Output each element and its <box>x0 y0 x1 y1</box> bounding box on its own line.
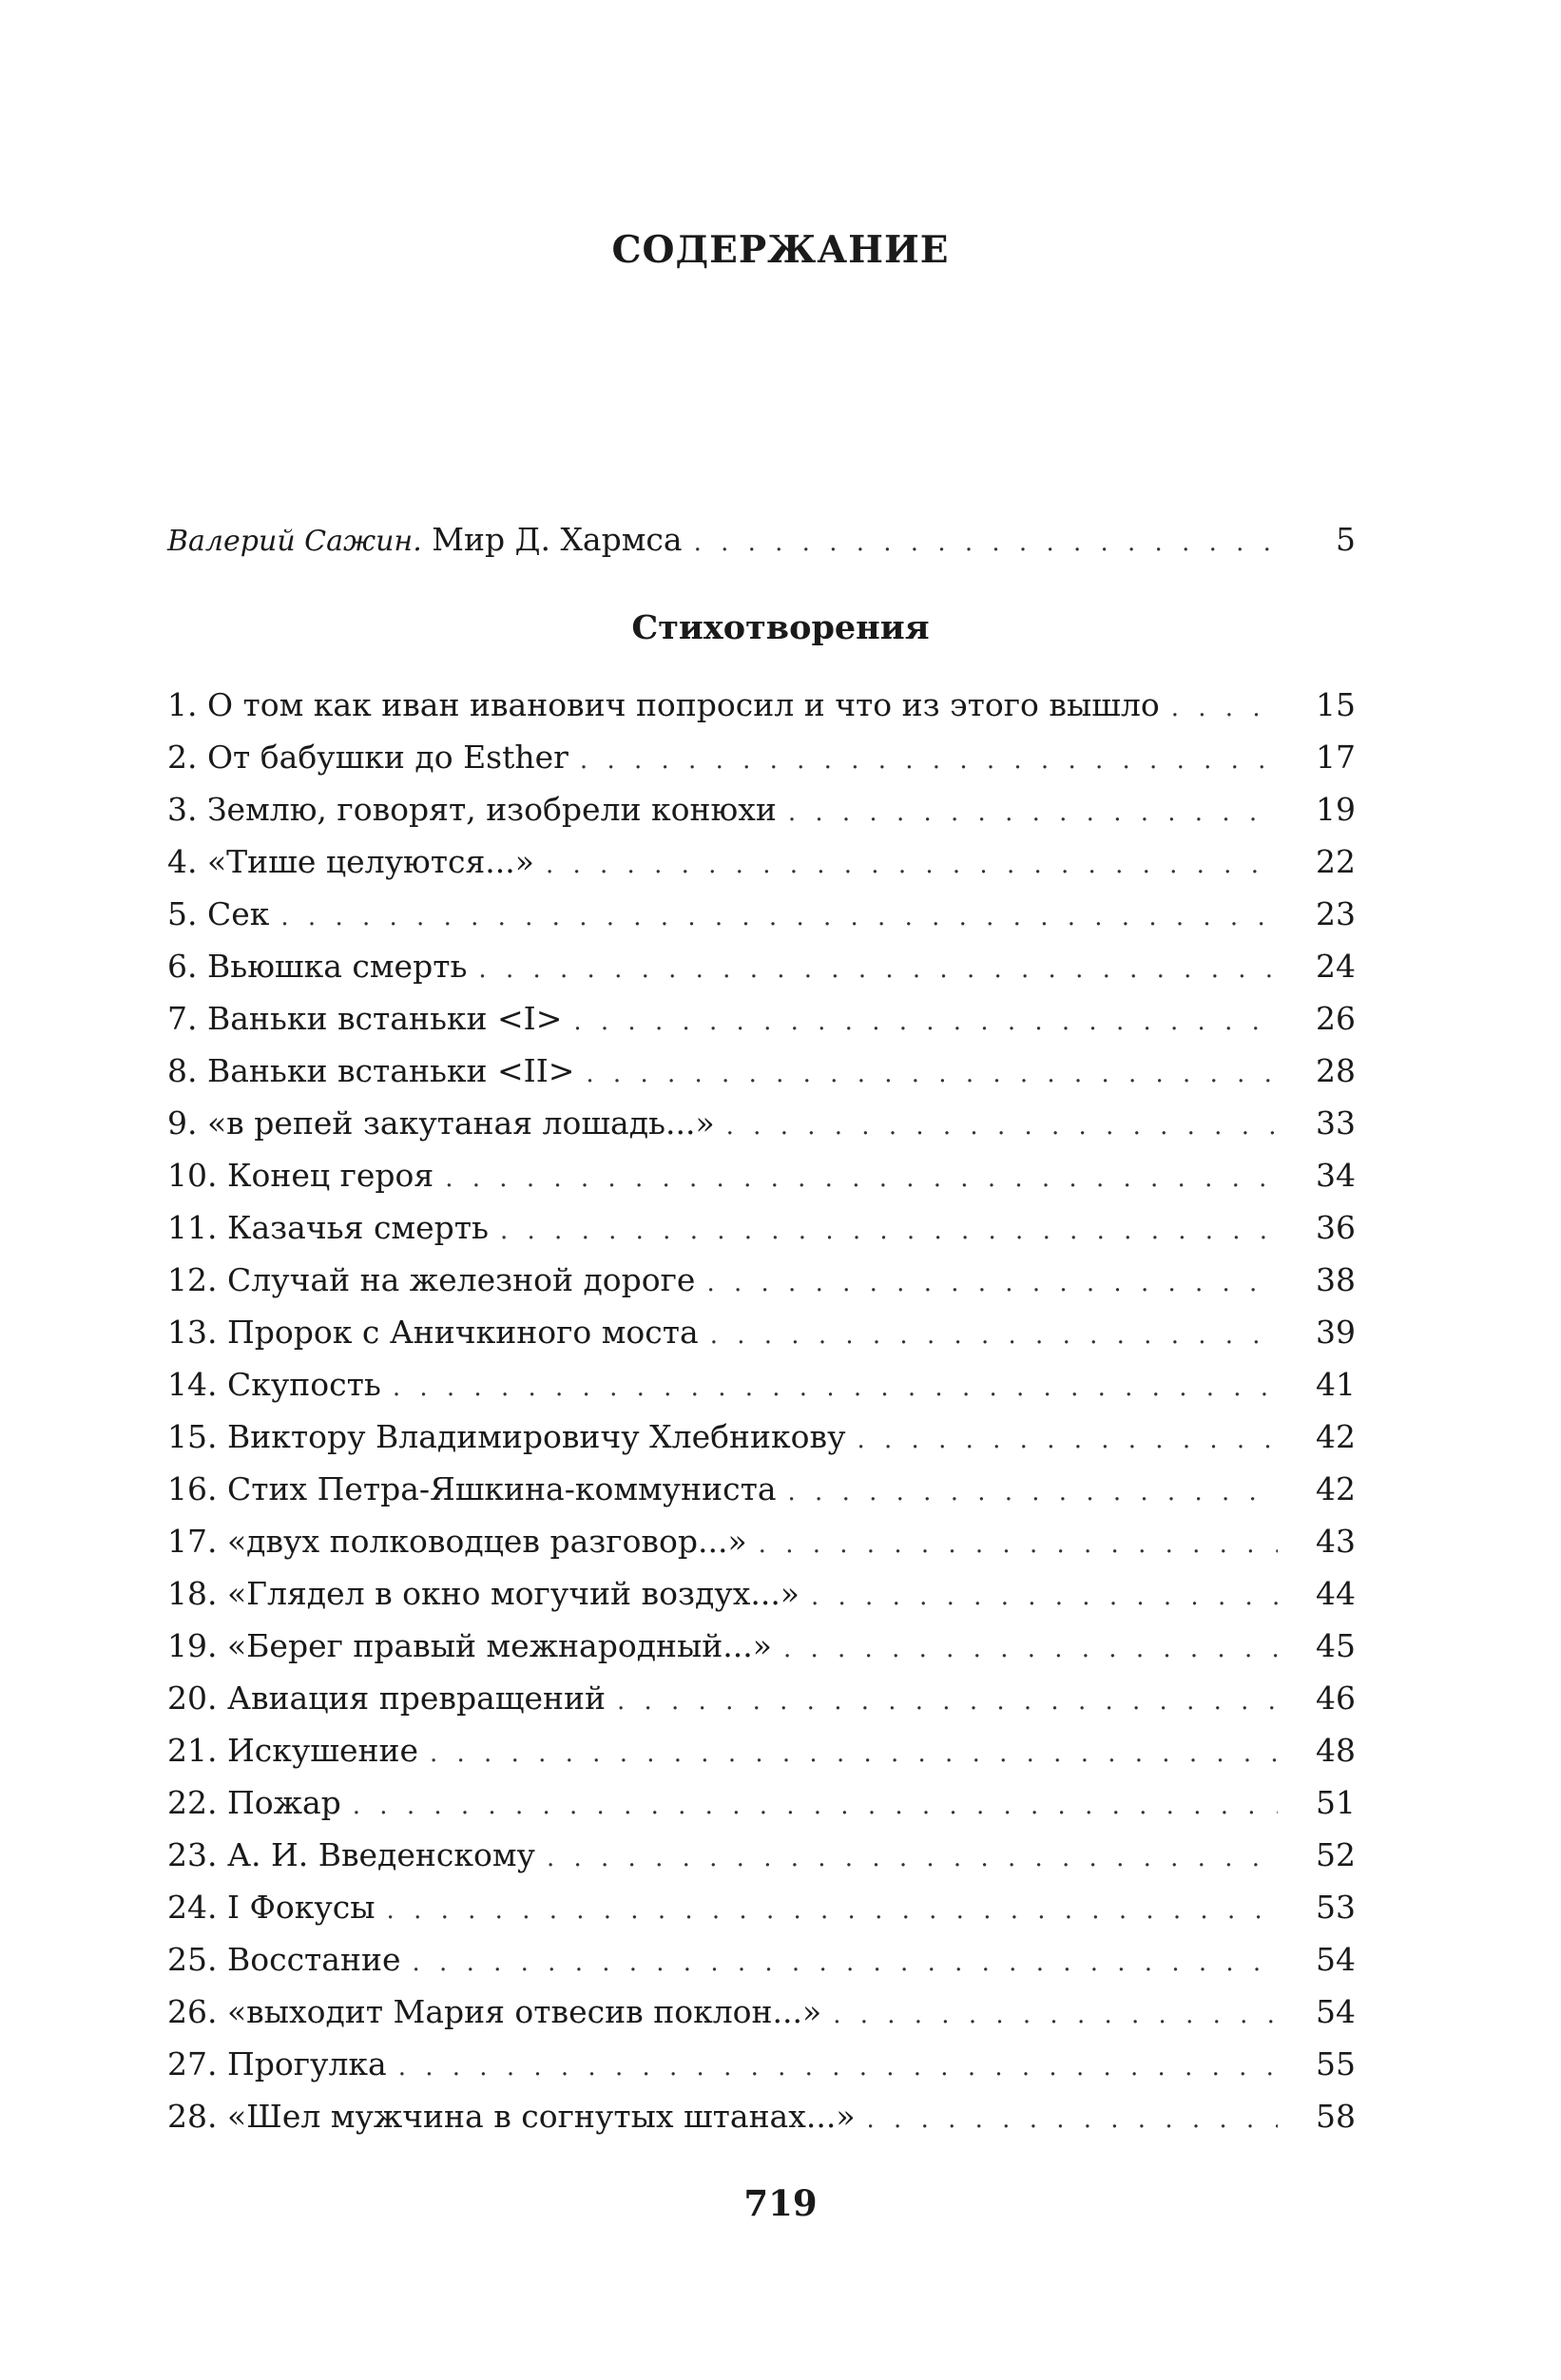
toc-entry <box>167 888 1356 940</box>
leader-dots <box>353 1780 1278 1833</box>
toc-entry <box>167 679 1356 731</box>
toc-entry <box>167 1881 1356 1933</box>
toc-entry <box>167 1306 1356 1358</box>
toc-entry-title: 16. Стих Петра-Яшкина-коммуниста <box>167 1470 777 1507</box>
toc-entry-page: 28 <box>1316 1052 1356 1089</box>
toc-entry-title: 10. Конец героя <box>167 1157 434 1194</box>
toc-entry-title: 13. Пророк с Аничкиного моста <box>167 1314 699 1351</box>
toc-entry <box>167 731 1356 783</box>
section-heading: Стихотворения <box>631 608 930 647</box>
toc-entry <box>167 1986 1356 2038</box>
leader-dots <box>710 1310 1278 1362</box>
leader-dots <box>573 996 1278 1048</box>
toc-entry-page: 58 <box>1316 2098 1356 2135</box>
toc-entry-page: 5 <box>1336 521 1356 558</box>
toc-entry-title: 1. О том как иван иванович попросил и что из этого вышло <box>167 686 1160 723</box>
leader-dots <box>788 787 1278 839</box>
toc-entry-title: 7. Ваньки встаньки <I> <box>167 1000 563 1037</box>
toc-entry-page: 17 <box>1316 739 1356 776</box>
toc-entry <box>167 835 1356 888</box>
toc-entry-page: 15 <box>1316 686 1356 723</box>
toc-entry-title: 4. «Тише целуются...» <box>167 843 534 880</box>
toc-entry <box>167 1411 1356 1463</box>
leader-dots <box>413 1937 1278 1989</box>
toc-entry-title: 5. Сек <box>167 895 270 932</box>
toc-list <box>167 679 1356 2142</box>
toc-entry-page: 24 <box>1316 948 1356 985</box>
leader-dots <box>759 1519 1278 1571</box>
toc-entry-page: 23 <box>1316 895 1356 932</box>
toc-entry-page: 44 <box>1316 1575 1356 1612</box>
toc-entry <box>167 2090 1356 2142</box>
toc-entry-page: 42 <box>1316 1418 1356 1455</box>
toc-entry <box>167 1254 1356 1306</box>
toc-entry <box>167 1045 1356 1097</box>
toc-entry-page: 46 <box>1316 1679 1356 1717</box>
toc-entry-page: 52 <box>1316 1836 1356 1873</box>
toc-entry-title: 3. Землю, говорят, изобрели конюхи <box>167 791 777 828</box>
toc-entry-page: 45 <box>1316 1627 1356 1664</box>
toc-entry <box>167 940 1356 992</box>
toc-entry-title: 21. Искушение <box>167 1732 418 1769</box>
leader-dots <box>398 2042 1278 2094</box>
toc-entry <box>167 1829 1356 1881</box>
toc-entry-page: 26 <box>1316 1000 1356 1037</box>
toc-entry-author: Валерий Сажин. <box>167 525 422 558</box>
leader-dots <box>580 735 1278 787</box>
leader-dots <box>857 1414 1278 1467</box>
toc-entry-work-title: Мир Д. Хармса <box>432 521 683 558</box>
leader-dots <box>478 944 1278 996</box>
leader-dots <box>546 839 1278 892</box>
toc-entry-title: 23. А. И. Введенскому <box>167 1836 535 1873</box>
leader-dots <box>726 1101 1278 1153</box>
toc-entry-page: 54 <box>1316 1941 1356 1978</box>
toc-entry-title: 6. Вьюшка смерть <box>167 948 468 985</box>
leader-dots <box>617 1676 1278 1728</box>
toc-entry-page: 54 <box>1316 1993 1356 2030</box>
toc-entry-page: 51 <box>1316 1784 1356 1821</box>
toc-entry-page: 41 <box>1316 1366 1356 1403</box>
leader-dots <box>586 1048 1278 1101</box>
leader-dots <box>694 517 1278 569</box>
toc-entry <box>167 992 1356 1045</box>
leader-dots <box>811 1571 1278 1623</box>
leader-dots <box>706 1257 1278 1310</box>
leader-dots <box>833 1989 1278 2042</box>
leader-dots <box>547 1833 1278 1885</box>
leader-dots <box>430 1728 1278 1780</box>
toc-entry <box>167 1358 1356 1411</box>
leader-dots <box>867 2094 1278 2146</box>
leader-dots <box>445 1153 1278 1205</box>
toc-entry-title: 19. «Берег правый межнародный...» <box>167 1627 772 1664</box>
toc-entry-page: 38 <box>1316 1261 1356 1298</box>
toc-entry-page: 42 <box>1316 1470 1356 1507</box>
toc-entry-page: 36 <box>1316 1209 1356 1246</box>
toc-entry <box>167 2038 1356 2090</box>
toc-entry-title: 17. «двух полководцев разговор...» <box>167 1523 747 1560</box>
toc-entry-title: 15. Виктору Владимировичу Хлебникову <box>167 1418 846 1455</box>
leader-dots <box>387 1885 1278 1937</box>
toc-entry <box>167 1463 1356 1515</box>
leader-dots <box>1171 682 1278 735</box>
toc-entry-title <box>167 513 683 567</box>
toc-entry <box>167 1672 1356 1724</box>
toc-entry-page: 19 <box>1316 791 1356 828</box>
intro-entry-block <box>167 513 1356 566</box>
toc-entry-page: 33 <box>1316 1104 1356 1142</box>
toc-entry <box>167 1201 1356 1254</box>
toc-entry <box>167 783 1356 835</box>
toc-entry <box>167 1097 1356 1149</box>
toc-entry-page: 43 <box>1316 1523 1356 1560</box>
leader-dots <box>280 892 1278 944</box>
leader-dots <box>393 1362 1278 1414</box>
toc-entry-title: 22. Пожар <box>167 1784 341 1821</box>
toc-entry-title: 12. Случай на железной дороге <box>167 1261 696 1298</box>
toc-entry-title: 2. От бабушки до Esther <box>167 739 569 776</box>
toc-entry <box>167 1149 1356 1201</box>
toc-entry-title: 8. Ваньки встаньки <II> <box>167 1052 575 1089</box>
toc-entry-title: 25. Восстание <box>167 1941 401 1978</box>
toc-entry-title: 24. I Фокусы <box>167 1889 376 1926</box>
toc-entry-page: 34 <box>1316 1157 1356 1194</box>
toc-entry-page: 22 <box>1316 843 1356 880</box>
toc-entry <box>167 1515 1356 1567</box>
leader-dots <box>500 1205 1278 1257</box>
page-title: СОДЕРЖАНИЕ <box>611 228 950 272</box>
leader-dots <box>783 1623 1278 1676</box>
page-number: 719 <box>743 2182 818 2224</box>
toc-entry <box>167 1933 1356 1986</box>
toc-entry-title: 26. «выходит Мария отвесив поклон...» <box>167 1993 822 2030</box>
toc-entry-page: 39 <box>1316 1314 1356 1351</box>
toc-entry-intro <box>167 513 1356 566</box>
toc-entry-title: 20. Авиация превращений <box>167 1679 606 1717</box>
toc-entry-title: 11. Казачья смерть <box>167 1209 489 1246</box>
toc-entry-page: 48 <box>1316 1732 1356 1769</box>
toc-entry-page: 53 <box>1316 1889 1356 1926</box>
toc-entry <box>167 1724 1356 1776</box>
leader-dots <box>788 1467 1278 1519</box>
toc-entry-title: 28. «Шел мужчина в согнутых штанах...» <box>167 2098 856 2135</box>
toc-entry <box>167 1776 1356 1829</box>
toc-entry-title: 14. Скупость <box>167 1366 381 1403</box>
toc-entry-title: 27. Прогулка <box>167 2045 387 2082</box>
toc-entry-page: 55 <box>1316 2045 1356 2082</box>
toc-entry <box>167 1620 1356 1672</box>
toc-entry-title: 18. «Глядел в окно могучий воздух...» <box>167 1575 800 1612</box>
toc-entry-title: 9. «в репей закутаная лошадь...» <box>167 1104 715 1142</box>
toc-entry <box>167 1567 1356 1620</box>
